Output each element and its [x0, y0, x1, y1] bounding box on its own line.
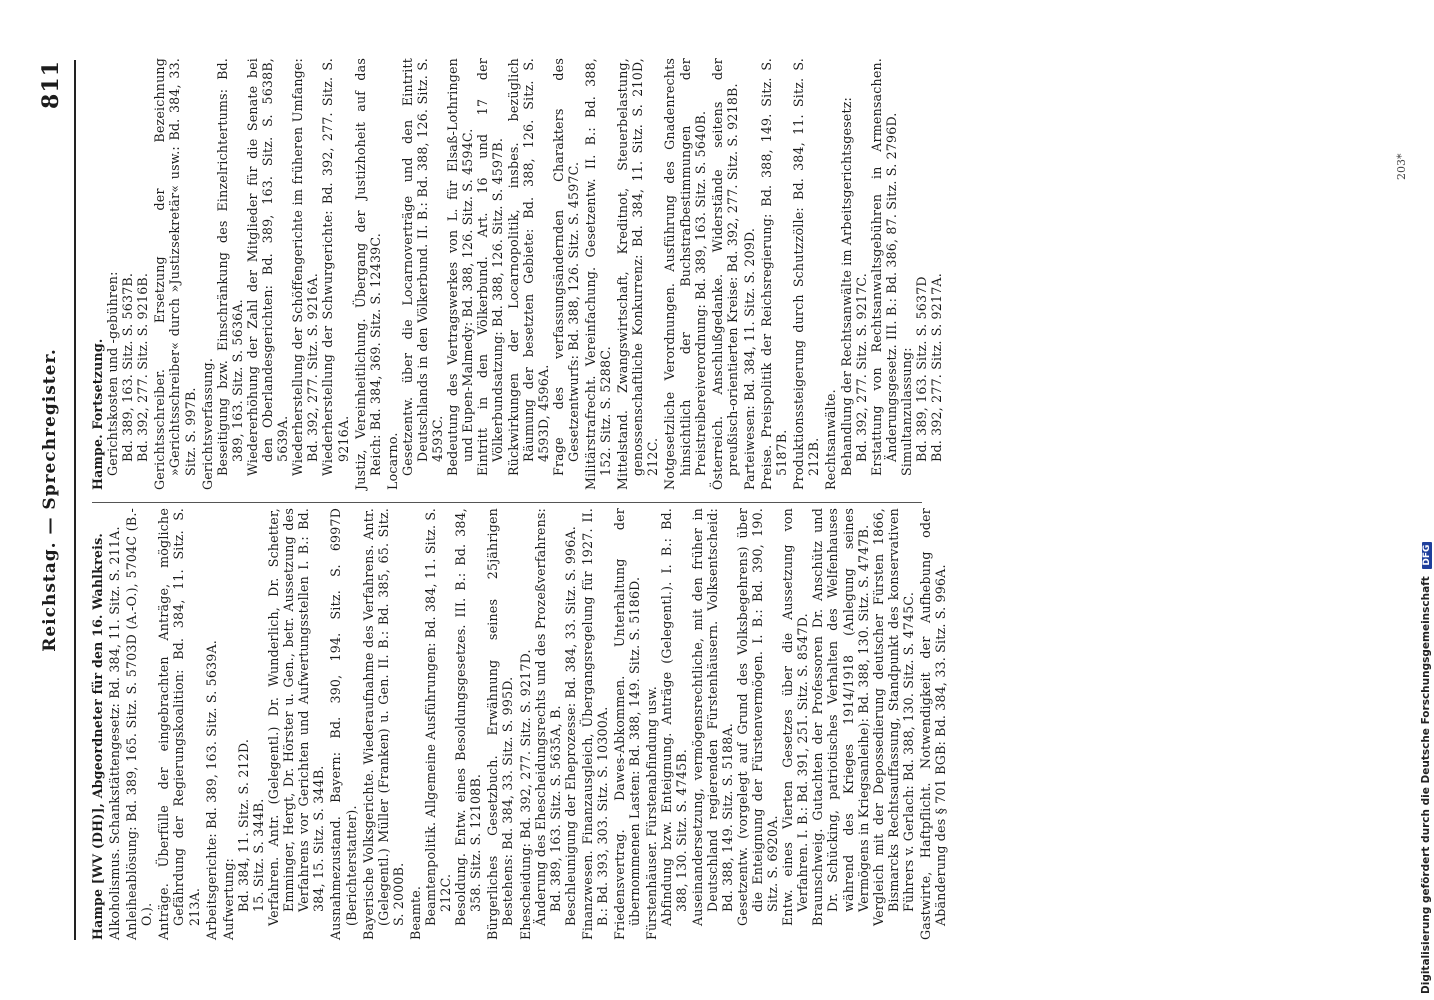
sub-entry: Bd. 384, 11. Sitz. S. 212D.	[235, 738, 251, 912]
entry: Gerichtsschreiber. Ersetzung der Bezeichnung »Gerichtsschreiber« durch »Justizsekretär« usw.: Bd. 384, 33. Sitz. S. 997B.	[152, 58, 198, 490]
digitization-note	[1420, 14, 1432, 994]
sub-entry: Beschleunigung der Eheprozesse: Bd. 384, 33. Sitz. S. 996A.	[562, 526, 578, 926]
sub-entry: Entw. eines Vierten Gesetzes über die Aussetzung von Verfahren. I. B.: Bd. 391, 251. Sitz. S. 8547D.	[780, 508, 811, 926]
sub-entry: Auseinandersetzung, vermögensrechtliche, mit den früher in Deutschland regierenden Fürstenhäusern. Volksentscheid: Bd. 388, 149. Sitz. S. 5188A.	[689, 508, 735, 926]
entry: Finanzwesen. Finanzausgleich, Übergangsregelung für 1927. II. B.: Bd. 393, 303. Sitz. S. 10300A.	[579, 508, 610, 940]
sub-entry: Abfindung bzw. Enteignung. Anträge (Gelegentl.). I. B.: Bd. 388, 130. Sitz. S. 4745B.	[659, 508, 690, 926]
entry: Arbeitsgerichte: Bd. 389, 163. Sitz. S. 5639A.	[203, 640, 219, 940]
dfg-logo: DFG	[1422, 542, 1432, 569]
entry: Produktionssteigerung durch Schutzzölle: Bd. 384, 11. Sitz. S. 212B.	[791, 58, 822, 490]
entry: Beamte.	[407, 885, 423, 940]
sub-entry: Simultanzulassung:	[898, 347, 914, 476]
entry: Österreich. Anschlußgedanke. Widerstände seitens der preußisch-orientierten Kreise: Bd. 392, 277. Sitz. S. 9218B.	[709, 58, 740, 490]
entry: Parteiwesen: Bd. 384, 11. Sitz. S. 209D.	[741, 227, 757, 490]
entry: Rechtsanwälte.	[823, 389, 839, 490]
sub-entry: 15. Sitz. S. 344B.	[250, 798, 266, 912]
sub-entry: Gesetzentw. über die Locarnoverträge und den Eintritt Deutschlands in den Völkerbund. II. B.: Bd. 388, 126. Sitz. S. 4593C.	[399, 58, 446, 476]
entry: Notgesetzliche Verordnungen. Ausführung des Gnadenrechts hinsichtlich der Buchstrafbestimmungen der Preistreibereiverordnung: Bd. 389, 163. Sitz. S. 5640B.	[662, 58, 708, 490]
sub-entry: Bd. 389, 163. Sitz. S. 5637B.	[120, 272, 136, 462]
sub-entry: Beseitigung bzw. Einschränkung des Einzelrichtertums: Bd. 389, 163. Sitz. S. 5636A.	[214, 58, 245, 476]
sub-entry: Bd. 389, 163. Sitz. S. 5637D	[913, 276, 929, 462]
entry: Mittelstand. Zwangswirtschaft, Kreditnot, Steuerbelastung, genossenschaftliche Konkurrenz: Bd. 384, 11. Sitz. S. 210D, 212C.	[615, 58, 661, 490]
entry-heading: Hampe [WV (DH)], Abgeordneter für den 16. Wahlkreis.	[90, 533, 105, 940]
entry: Militärstrafrecht. Vereinfachung. Gesetzentw. II. B.: Bd. 388, 152. Sitz. S. 5288C.	[583, 58, 614, 490]
header-rule	[74, 60, 76, 940]
entry: Justiz, Vereinheitlichung. Übergang der Justizhoheit auf das Reich: Bd. 384, 369. Sitz. S. 12439C.	[352, 58, 383, 490]
sub-entry: Frage des verfassungsändernden Charakters des Gesetzentwurfs: Bd. 388, 126. Sitz. S. 4597C.	[550, 58, 581, 476]
sub-entry: Braunschweig. Gutachten der Professoren Dr. Anschütz und Dr. Schücking, patriotisches Verhalten des Welfenhauses während des Krieges 1914/1918 (Anlegung seines Vermögens in Kriegsanleihe): Bd. 388, 130. Sitz. S. 4747B.	[810, 508, 871, 926]
entry: Aufwertung:	[220, 858, 236, 940]
entry: Bayerische Volksgerichte. Wiederaufnahme des Verfahrens. Antr. (Gelegentl.) Müller (Franken) u. Gen. II. B.: Bd. 385, 65. Sitz. S. 2000B.	[360, 508, 406, 940]
column-divider	[92, 502, 922, 503]
sub-entry: Bd. 392, 277. Sitz. S. 9217C.	[853, 273, 869, 462]
right-column	[90, 58, 944, 490]
entry: Ehescheidung: Bd. 392, 277. Sitz. S. 9217D.	[517, 649, 533, 940]
sub-entry: Vergleich mit der Depossedierung deutscher Fürsten 1866, Bismarcks Rechtsauffassung, Standpunkt des konservativen Führers v. Gerlach: Bd. 388, 130. Sitz. S. 4745C.	[870, 508, 916, 926]
entry: Ausnahmezustand. Bayern: Bd. 390, 194. Sitz. S. 6997D (Berichterstatter).	[328, 508, 359, 940]
page-header	[36, 60, 70, 940]
sub-entry: Rückwirkungen der Locarnopolitik, insbes. bezüglich Räumung der besetzten Gebiete: Bd. 388, 126. Sitz. S. 4593D, 4596A.	[505, 58, 551, 476]
sub-entry: Änderung des Ehescheidungsrechts und des Prozeßverfahrens: Bd. 389, 163. Sitz. S. 5635A, B.	[532, 508, 563, 926]
page-mark: 203*	[1395, 153, 1408, 180]
sub-entry: Behandlung der Rechtsanwälte im Arbeitsgerichtsgesetz:	[838, 96, 854, 476]
entry: Fürstenhäuser. Fürstenabfindung usw.	[644, 686, 660, 940]
left-column	[90, 508, 948, 940]
page-number: 811	[38, 60, 64, 109]
entry: Anleiheablösung: Bd. 389, 165. Sitz. S. 5703D (A.-O.), 5704C (B.-O.).	[124, 508, 155, 940]
sub-entry: Beamtenpolitik. Allgemeine Ausführungen: Bd. 384, 11. Sitz. S. 212C.	[422, 508, 454, 926]
sub-entry: Besoldung. Entw. eines Besoldungsgesetzes. III. B.: Bd. 384, 358. Sitz. S. 12108B.	[453, 508, 484, 926]
sub-entry: Bd. 392, 277. Sitz. S. 9216B.	[135, 272, 151, 462]
entry-heading: Hampe. Fortsetzung.	[90, 338, 105, 490]
sub-entry: Gesetzentw. (vorgelegt auf Grund des Volksbegehrens) über die Enteignung der Fürstenvermögen. I. B.: Bd. 390, 190. Sitz. S. 6920A.	[734, 508, 781, 926]
sub-entry: Bd. 392, 277. Sitz. S. 9217A.	[929, 273, 945, 462]
sub-entry: Wiedererhöhung der Zahl der Mitglieder für die Senate bei den Oberlandesgerichten: Bd. 389, 163. Sitz. S. 5638B, 5639A.	[244, 58, 291, 476]
sub-entry: Verfahren. Antr. (Gelegentl.) Dr. Wunderlich, Dr. Schetter, Emminger, Hergt, Dr. Hörster u. Gen., betr. Aussetzung des Verfahrens vor Gerichten und Aufwertungsstellen I. B.: Bd. 384, 15. Sitz. S. 344B.	[266, 508, 327, 926]
sub-entry: Wiederherstellung der Schöffengerichte im früheren Umfange: Bd. 392, 277. Sitz. S. 9216A.	[290, 58, 321, 476]
entry: Bürgerliches Gesetzbuch. Erwähnung seines 25jährigen Bestehens: Bd. 384, 33. Sitz. S. 995D.	[485, 508, 516, 940]
sub-entry: Eintritt in den Völkerbund. Art. 16 und 17 der Völkerbundsatzung: Bd. 388, 126. Sitz. S. 4597B.	[475, 58, 506, 476]
sub-entry: Wiederherstellung der Schwurgerichte: Bd. 392, 277. Sitz. S. 9216A.	[320, 58, 351, 476]
sub-entry: Bedeutung des Vertragswerkes von L. für Elsaß-Lothringen und Eupen-Malmedy: Bd. 388, 126. Sitz. S. 4594C.	[445, 58, 476, 476]
entry: Gerichtsverfassung.	[199, 357, 215, 490]
running-title: Reichstag. — Sprechregister.	[40, 348, 60, 652]
entry: Alkoholismus. Schankstättengesetz: Bd. 384, 11. Sitz. S. 211A.	[107, 526, 123, 940]
digitization-text: Digitalisierung gefördert durch die Deutsche Forschungsgemeinschaft	[1420, 576, 1432, 994]
entry: Preise. Preispolitik der Reichsregierung: Bd. 388, 149. Sitz. S. 5187B.	[759, 58, 790, 490]
entry: Gerichtskosten und -gebühren:	[105, 271, 121, 476]
entry: Gastwirte, Haftpflicht. Notwendigkeit der Aufhebung oder Abänderung des § 701 BGB: Bd. 384, 33. Sitz. S. 996A.	[917, 508, 949, 940]
entry: Anträge. Überfülle der eingebrachten Anträge, mögliche Gefährdung der Regierungskoalition: Bd. 384, 11. Sitz. S. 213A.	[156, 508, 202, 940]
entry: Locarno.	[384, 432, 400, 490]
sub-entry: Erstattung von Rechtsanwaltsgebühren in Armensachen. Änderungsgesetz. III. B.: Bd. 386, 87. Sitz. S. 2796D.	[868, 58, 899, 476]
entry: Friedensvertrag. Dawes-Abkommen. Unterhaltung der übernommenen Lasten: Bd. 388, 149. Sitz. S. 5186D.	[612, 508, 643, 940]
